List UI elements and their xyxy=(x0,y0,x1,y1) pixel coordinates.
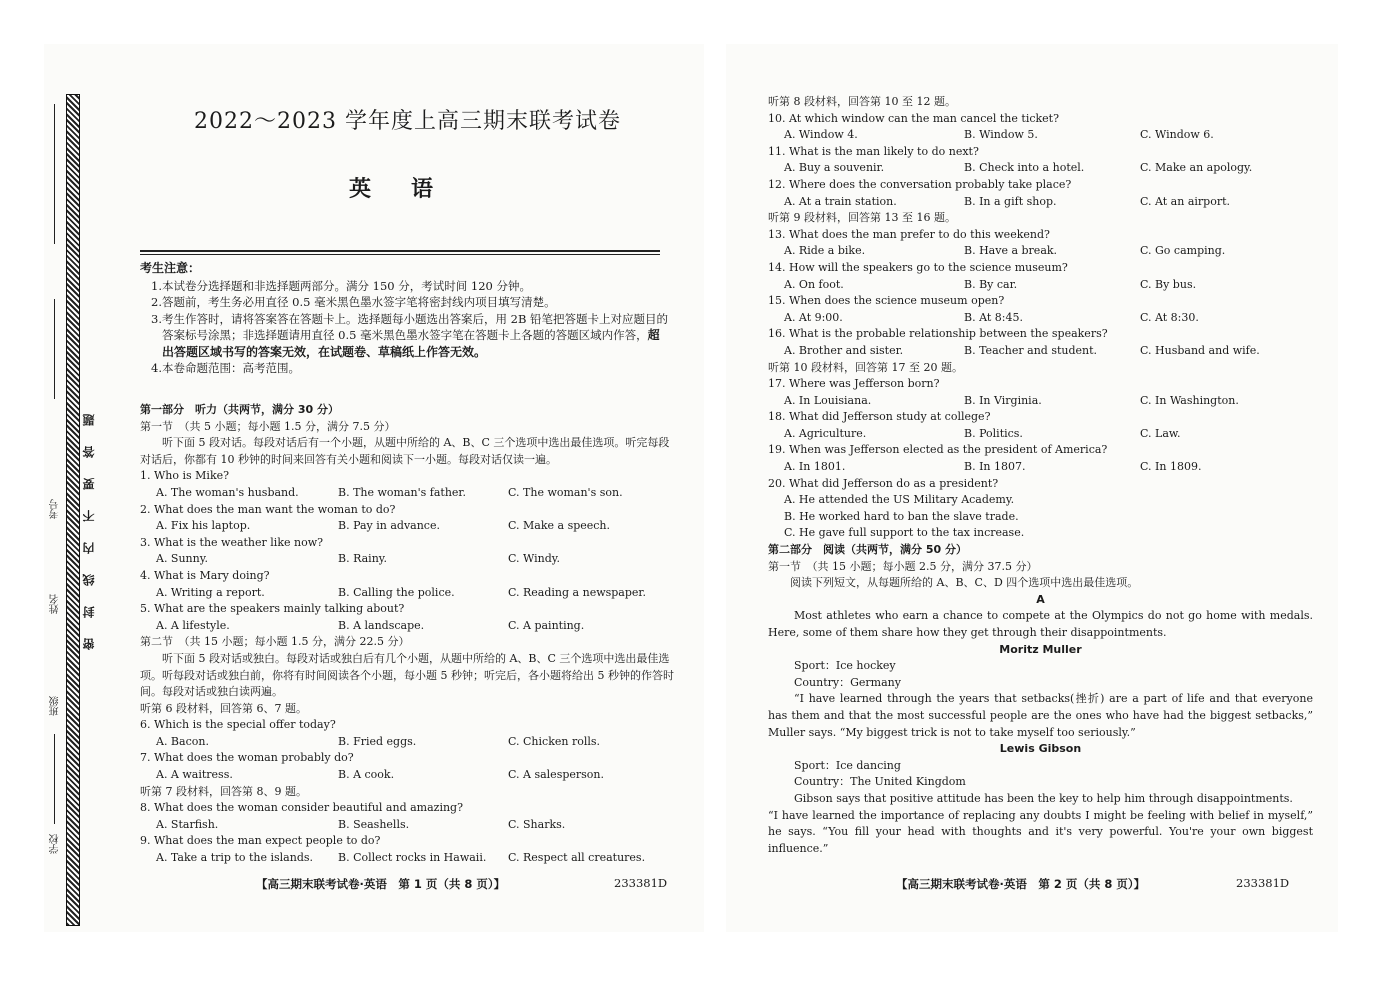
notice-bold-warning: 超出答题区域书写的答案无效，在试题卷、草稿纸上作答无效。 xyxy=(162,328,660,359)
option-b: B. A landscape. xyxy=(338,618,425,632)
question: 7. What does the woman probably do? xyxy=(140,751,354,765)
option-c: C. The woman's son. xyxy=(508,485,623,499)
material-heading: 听第 10 段材料，回答第 17 至 20 题。 xyxy=(768,360,963,374)
notice-item-text: 3.考生作答时，请将答案答在答题卡上。选择题每小题选出答案后，用 2B 铅笔把答题卡上对应题目的答案标号涂黑；非选择题请用直径 0.5 毫米黑色墨水签字笔在答题卡上各题的答题区域内作答， xyxy=(151,311,669,342)
option-a: A. The woman's husband. xyxy=(156,485,299,499)
option-c: C. Law. xyxy=(1140,426,1181,440)
paper-code: 233381D xyxy=(1236,876,1290,890)
option-a: A. Ride a bike. xyxy=(784,244,866,258)
option-a: A. Agriculture. xyxy=(784,426,867,440)
option-b: B. In 1807. xyxy=(964,460,1026,474)
option-b: B. Seashells. xyxy=(338,817,410,831)
seal-warning: 密封线内不要答题 xyxy=(82,394,96,650)
options xyxy=(140,767,680,784)
option-a: A. Window 4. xyxy=(784,128,858,142)
athlete-name: Lewis Gibson xyxy=(999,742,1082,756)
option-c: C. Reading a newspaper. xyxy=(508,585,646,599)
part-heading: 第二部分 阅读（共两节，满分 50 分） xyxy=(768,543,967,557)
option-c: C. At an airport. xyxy=(1140,194,1230,208)
question: 8. What does the woman consider beautiful and amazing? xyxy=(140,801,463,815)
notice-item xyxy=(140,311,670,361)
options xyxy=(768,393,1313,410)
question: 19. When was Jefferson elected as the president of America? xyxy=(768,443,1108,457)
option-c: C. Windy. xyxy=(508,552,561,566)
option-c: C. By bus. xyxy=(1140,277,1197,291)
question: 17. Where was Jefferson born? xyxy=(768,377,940,391)
question: 2. What does the man want the woman to do? xyxy=(140,502,396,516)
options xyxy=(768,277,1313,294)
question: 16. What is the probable relationship between the speakers? xyxy=(768,327,1108,341)
divider xyxy=(140,254,660,255)
options xyxy=(768,310,1313,327)
option-a: A. Take a trip to the islands. xyxy=(156,851,313,865)
section-heading: 第二节 （共 15 小题；每小题 1.5 分，满分 22.5 分） xyxy=(140,635,410,649)
options xyxy=(140,485,680,502)
kaohao-field-label: 考号 xyxy=(50,499,61,519)
option-a: A. A waitress. xyxy=(156,768,233,782)
option-b: B. He worked hard to ban the slave trade. xyxy=(784,509,1019,523)
option-a: A. Starfish. xyxy=(156,817,219,831)
option-a: A. He attended the US Military Academy. xyxy=(784,493,1015,507)
athlete-country: Country：Germany xyxy=(794,675,901,689)
option-a: A. At 9:00. xyxy=(784,310,843,324)
question: 1. Who is Mike? xyxy=(140,469,230,483)
seal-line xyxy=(54,299,55,399)
options xyxy=(768,459,1313,476)
options xyxy=(140,585,680,602)
paper-code: 233381D xyxy=(614,876,668,890)
question: 5. What are the speakers mainly talking about? xyxy=(140,602,405,616)
question: 14. How will the speakers go to the science museum? xyxy=(768,260,1068,274)
options xyxy=(140,618,680,635)
option-c: C. At 8:30. xyxy=(1140,310,1199,324)
question: 3. What is the weather like now? xyxy=(140,535,324,549)
option-c: C. A salesperson. xyxy=(508,768,604,782)
option-c: C. A painting. xyxy=(508,618,585,632)
question: 18. What did Jefferson study at college? xyxy=(768,410,991,424)
section-instruction: 听下面 5 段对话或独白。每段对话或独白后有几个小题，从题中所给的 A、B、C 三个选项中选出最佳选项。听每段对话或独白前，你将有时间阅读各个小题，每小题 5 秒钟；听完后，各小题将给出 5 秒钟的作答时间。每段对话或独白读两遍。 xyxy=(140,651,674,699)
options xyxy=(768,127,1313,144)
option-a: A. A lifestyle. xyxy=(156,618,230,632)
part-heading: 第一部分 听力（共两节，满分 30 分） xyxy=(140,403,339,416)
option-b: B. Rainy. xyxy=(338,552,388,566)
option-c: C. Chicken rolls. xyxy=(508,734,601,748)
notice-heading: 考生注意： xyxy=(140,261,201,275)
exam-page-1 xyxy=(44,44,704,932)
footer-text: 【高三期末联考试卷·英语 第 1 页（共 8 页）】 xyxy=(256,877,506,891)
name-field-label: 姓名 xyxy=(50,594,61,614)
question: 4. What is Mary doing? xyxy=(140,568,270,582)
options xyxy=(140,551,680,568)
option-c: C. Respect all creatures. xyxy=(508,851,646,865)
option-b: B. A cook. xyxy=(338,768,395,782)
question: 9. What does the man expect people to do? xyxy=(140,834,381,848)
option-c: C. Make an apology. xyxy=(1140,161,1253,175)
page-footer xyxy=(256,876,505,892)
class-field-label: 班级 xyxy=(50,696,61,716)
option-b: B. The woman's father. xyxy=(338,485,466,499)
notice-item: 4.本卷命题范围：高考范围。 xyxy=(151,361,300,375)
option-b: B. Fried eggs. xyxy=(338,734,417,748)
athlete-name: Moritz Muller xyxy=(999,642,1082,656)
divider xyxy=(140,250,660,252)
option-b: B. In Virginia. xyxy=(964,393,1042,407)
exam-page-2 xyxy=(726,44,1338,932)
option-b: B. Collect rocks in Hawaii. xyxy=(338,851,487,865)
option-a: A. Writing a report. xyxy=(156,585,265,599)
passage-intro: Most athletes who earn a chance to compete at the Olympics do not go home with medals. Here, some of them share how they get through their disappointments. xyxy=(768,609,1313,639)
option-a: A. At a train station. xyxy=(784,194,897,208)
option-a: A. Sunny. xyxy=(156,552,208,566)
option-c: C. Sharks. xyxy=(508,817,566,831)
exam-title: 2022～2023 学年度上高三期末联考试卷 xyxy=(194,109,621,134)
question: 13. What does the man prefer to do this weekend? xyxy=(768,227,1050,241)
options xyxy=(768,426,1313,443)
page2-column xyxy=(768,94,1313,857)
option-c: C. In Washington. xyxy=(1140,393,1239,407)
option-c: C. He gave full support to the tax increase. xyxy=(784,526,1025,540)
athlete-country: Country：The United Kingdom xyxy=(794,775,966,789)
option-c: C. Make a speech. xyxy=(508,519,611,533)
option-b: B. At 8:45. xyxy=(964,310,1023,324)
option-b: B. Have a break. xyxy=(964,244,1058,258)
option-a: A. Brother and sister. xyxy=(784,343,904,357)
material-heading: 听第 8 段材料，回答第 10 至 12 题。 xyxy=(768,95,956,108)
notice-item: 1.本试卷分选择题和非选择题两部分。满分 150 分，考试时间 120 分钟。 xyxy=(151,278,531,293)
athlete-quote: Gibson says that positive attitude has been the key to help him through disappointments. xyxy=(794,791,1293,805)
footer-text: 【高三期末联考试卷·英语 第 2 页（共 8 页）】 xyxy=(896,877,1146,891)
binding-strip xyxy=(66,94,80,926)
athlete-sport: Sport：Ice dancing xyxy=(794,758,901,772)
options xyxy=(768,160,1313,177)
material-heading: 听第 9 段材料，回答第 13 至 16 题。 xyxy=(768,211,956,225)
options xyxy=(768,343,1313,360)
option-a: A. On foot. xyxy=(784,277,844,291)
option-c: C. Go camping. xyxy=(1140,244,1226,258)
section-instruction: 听下面 5 段对话。每段对话后有一个小题，从题中所给的 A、B、C 三个选项中选出最佳选项。听完每段对话后，你都有 10 秒钟的时间来回答有关小题和阅读下一小题。每段对话仅读一遍。 xyxy=(140,436,670,466)
passage-letter: A xyxy=(1036,592,1045,606)
subject-title: 英语 xyxy=(349,177,474,202)
options xyxy=(140,817,680,834)
question: 15. When does the science museum open? xyxy=(768,294,1005,308)
athlete-sport: Sport：Ice hockey xyxy=(794,659,896,673)
notice-item: 2.答题前，考生务必用直径 0.5 毫米黑色墨水签字笔将密封线内项目填写清楚。 xyxy=(151,295,556,309)
option-b: B. Calling the police. xyxy=(338,585,455,599)
question: 12. Where does the conversation probably take place? xyxy=(768,177,1072,191)
question: 10. At which window can the man cancel the ticket? xyxy=(768,111,1059,125)
material-heading: 听第 7 段材料，回答第 8、9 题。 xyxy=(140,784,307,798)
options xyxy=(140,518,680,535)
question: 11. What is the man likely to do next? xyxy=(768,144,979,158)
option-c: C. Husband and wife. xyxy=(1140,343,1260,357)
option-a: A. Bacon. xyxy=(156,734,209,748)
option-c: C. Window 6. xyxy=(1140,128,1214,142)
name-field-line xyxy=(54,734,55,824)
section-heading: 第一节 （共 15 小题；每小题 2.5 分，满分 37.5 分） xyxy=(768,559,1038,573)
notice-box xyxy=(140,260,670,377)
option-a: A. In Louisiana. xyxy=(784,393,872,407)
question: 20. What did Jefferson do as a president? xyxy=(768,476,999,490)
option-b: B. Teacher and student. xyxy=(964,343,1098,357)
athlete-quote: “I have learned through the years that setbacks(挫折) are a part of life and that everyone has them and that the most successful people are the ones who have had the biggest setbacks,” Muller says. “My biggest trick is not to take myself too seriously.” xyxy=(768,692,1313,739)
options xyxy=(768,243,1313,260)
section-heading: 第一节 （共 5 小题；每小题 1.5 分，满分 7.5 分） xyxy=(140,419,396,433)
option-b: B. Check into a hotel. xyxy=(964,161,1085,175)
material-heading: 听第 6 段材料，回答第 6、7 题。 xyxy=(140,701,307,715)
option-c: C. In 1809. xyxy=(1140,460,1202,474)
school-field-label: 学校 xyxy=(50,834,61,854)
option-a: A. Fix his laptop. xyxy=(156,519,251,533)
options xyxy=(140,734,680,751)
options xyxy=(140,850,680,867)
option-a: A. Buy a souvenir. xyxy=(784,161,885,175)
option-b: B. Politics. xyxy=(964,426,1023,440)
section-instruction: 阅读下列短文，从每题所给的 A、B、C、D 四个选项中选出最佳选项。 xyxy=(790,576,1139,590)
option-b: B. By car. xyxy=(964,277,1018,291)
option-b: B. In a gift shop. xyxy=(964,194,1057,208)
options xyxy=(768,194,1313,211)
option-a: A. In 1801. xyxy=(784,460,846,474)
option-b: B. Window 5. xyxy=(964,128,1038,142)
page-footer xyxy=(896,876,1145,892)
question: 6. Which is the special offer today? xyxy=(140,718,336,732)
option-b: B. Pay in advance. xyxy=(338,519,440,533)
seal-line xyxy=(54,104,55,244)
athlete-quote: “I have learned the importance of replacing any doubts I might be feeling with belief in myself,” he says. “You fill your head with thoughts and it's very powerful. You're your own biggest influence.” xyxy=(768,808,1313,855)
page1-column xyxy=(140,402,680,867)
